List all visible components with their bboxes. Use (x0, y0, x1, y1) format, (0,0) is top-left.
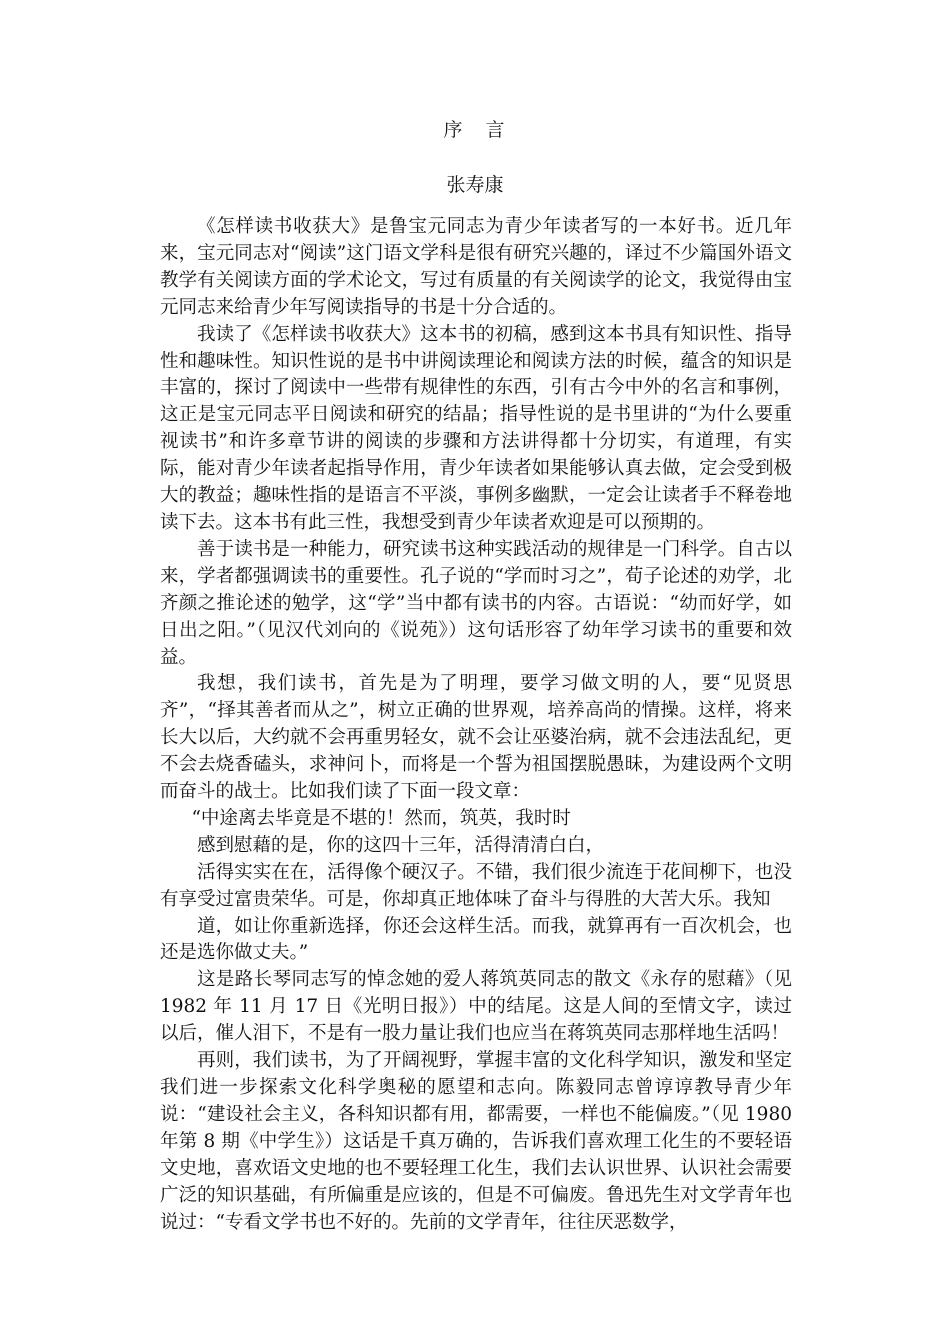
paragraph: 我想，我们读书，首先是为了明理，要学习做文明的人，要“见贤思齐”，“择其善者而从之”，树立正确的世界观，培养高尚的情操。这样，将来长大以后，大约就不会再重男轻女，就不会让巫婆治病，就不会违法乱纪，更不会去烧香磕头，求神问卜，而将是一个誓为祖国摆脱愚昧，为建设两个文明而奋斗的战士。比如我们读了下面一段文章： (160, 673, 792, 803)
quote-paragraph: 道，如让你重新选择，你还会这样生活。而我，就算再有一百次机会，也还是选你做丈夫。” (160, 915, 792, 964)
body-text (160, 214, 792, 1236)
quote-line: “中途离去毕竟是不堪的！然而，筑英，我时时 (191, 807, 571, 829)
paragraph: 我读了《怎样读书收获大》这本书的初稿，感到这本书具有知识性、指导性和趣味性。知识性说的是书中讲阅读理论和阅读方法的时候，蕴含的知识是丰富的，探讨了阅读中一些带有规律性的东西，引有古今中外的名言和事例，这正是宝元同志平日阅读和研究的结晶；指导性说的是书里讲的“为什么要重视读书”和许多章节讲的阅读的步骤和方法讲得都十分切实，有道理，有实际，能对青少年读者起指导作用，青少年读者如果能够认真去做，定会受到极大的教益；趣味性指的是语言不平淡，事例多幽默，一定会让读者手不释卷地读下去。这本书有此三性，我想受到青少年读者欢迎是可以预期的。 (160, 323, 792, 533)
paragraph: 善于读书是一种能力，研究读书这种实践活动的规律是一门科学。自古以来，学者都强调读书的重要性。孔子说的“学而时习之”，荀子论述的劝学，北齐颜之推论述的勉学，这“学”当中都有读书的内容。古语说：“幼而好学，如日出之阳。”（见汉代刘向的《说苑》）这句话形容了幼年学习读书的重要和效益。 (160, 538, 792, 668)
quote-line: 感到慰藉的是，你的这四十三年，活得清清白白， (197, 834, 605, 856)
quote-paragraph: 活得实实在在，活得像个硬汉子。不错，我们很少流连于花间柳下，也没有享受过富贵荣华。可是，你却真正地体味了奋斗与得胜的大苦大乐。我知 (160, 861, 792, 910)
paragraph: 再则，我们读书，为了开阔视野，掌握丰富的文化科学知识，激发和坚定我们进一步探索文化科学奥秘的愿望和志向。陈毅同志曾谆谆教导青少年说：“建设社会主义，各科知识都有用，都需要，一样也不能偏废。”（见 1980 年第 8 期《中学生》）这话是千真万确的，告诉我们喜欢理工化生的不要轻语文史地，喜欢语文史地的也不要轻理工化生，我们去认识世界、认识社会需要广泛的知识基础，有所偏重是应该的，但是不可偏废。鲁迅先生对文学青年也说过：“专看文学书也不好的。先前的文学青年，往往厌恶数学， (160, 1050, 792, 1233)
paragraph: 这是路长琴同志写的悼念她的爱人蒋筑英同志的散文《永存的慰藉》（见 1982 年 11 月 17 日《光明日报》）中的结尾。这是人间的至情文字，读过以后，催人泪下，不是有一股力量让我们也应当在蒋筑英同志那样地生活吗！ (160, 969, 792, 1045)
author-name: 张寿康 (446, 174, 504, 196)
paragraph: 《怎样读书收获大》是鲁宝元同志为青少年读者写的一本好书。近几年来，宝元同志对“阅读”这门语文学科是很有研究兴趣的，译过不少篇国外语文教学有关阅读方面的学术论文，写过有质量的有关阅读学的论文，我觉得由宝元同志来给青少年写阅读指导的书是十分合适的。 (160, 216, 792, 318)
page-title: 序 言 (443, 119, 507, 141)
